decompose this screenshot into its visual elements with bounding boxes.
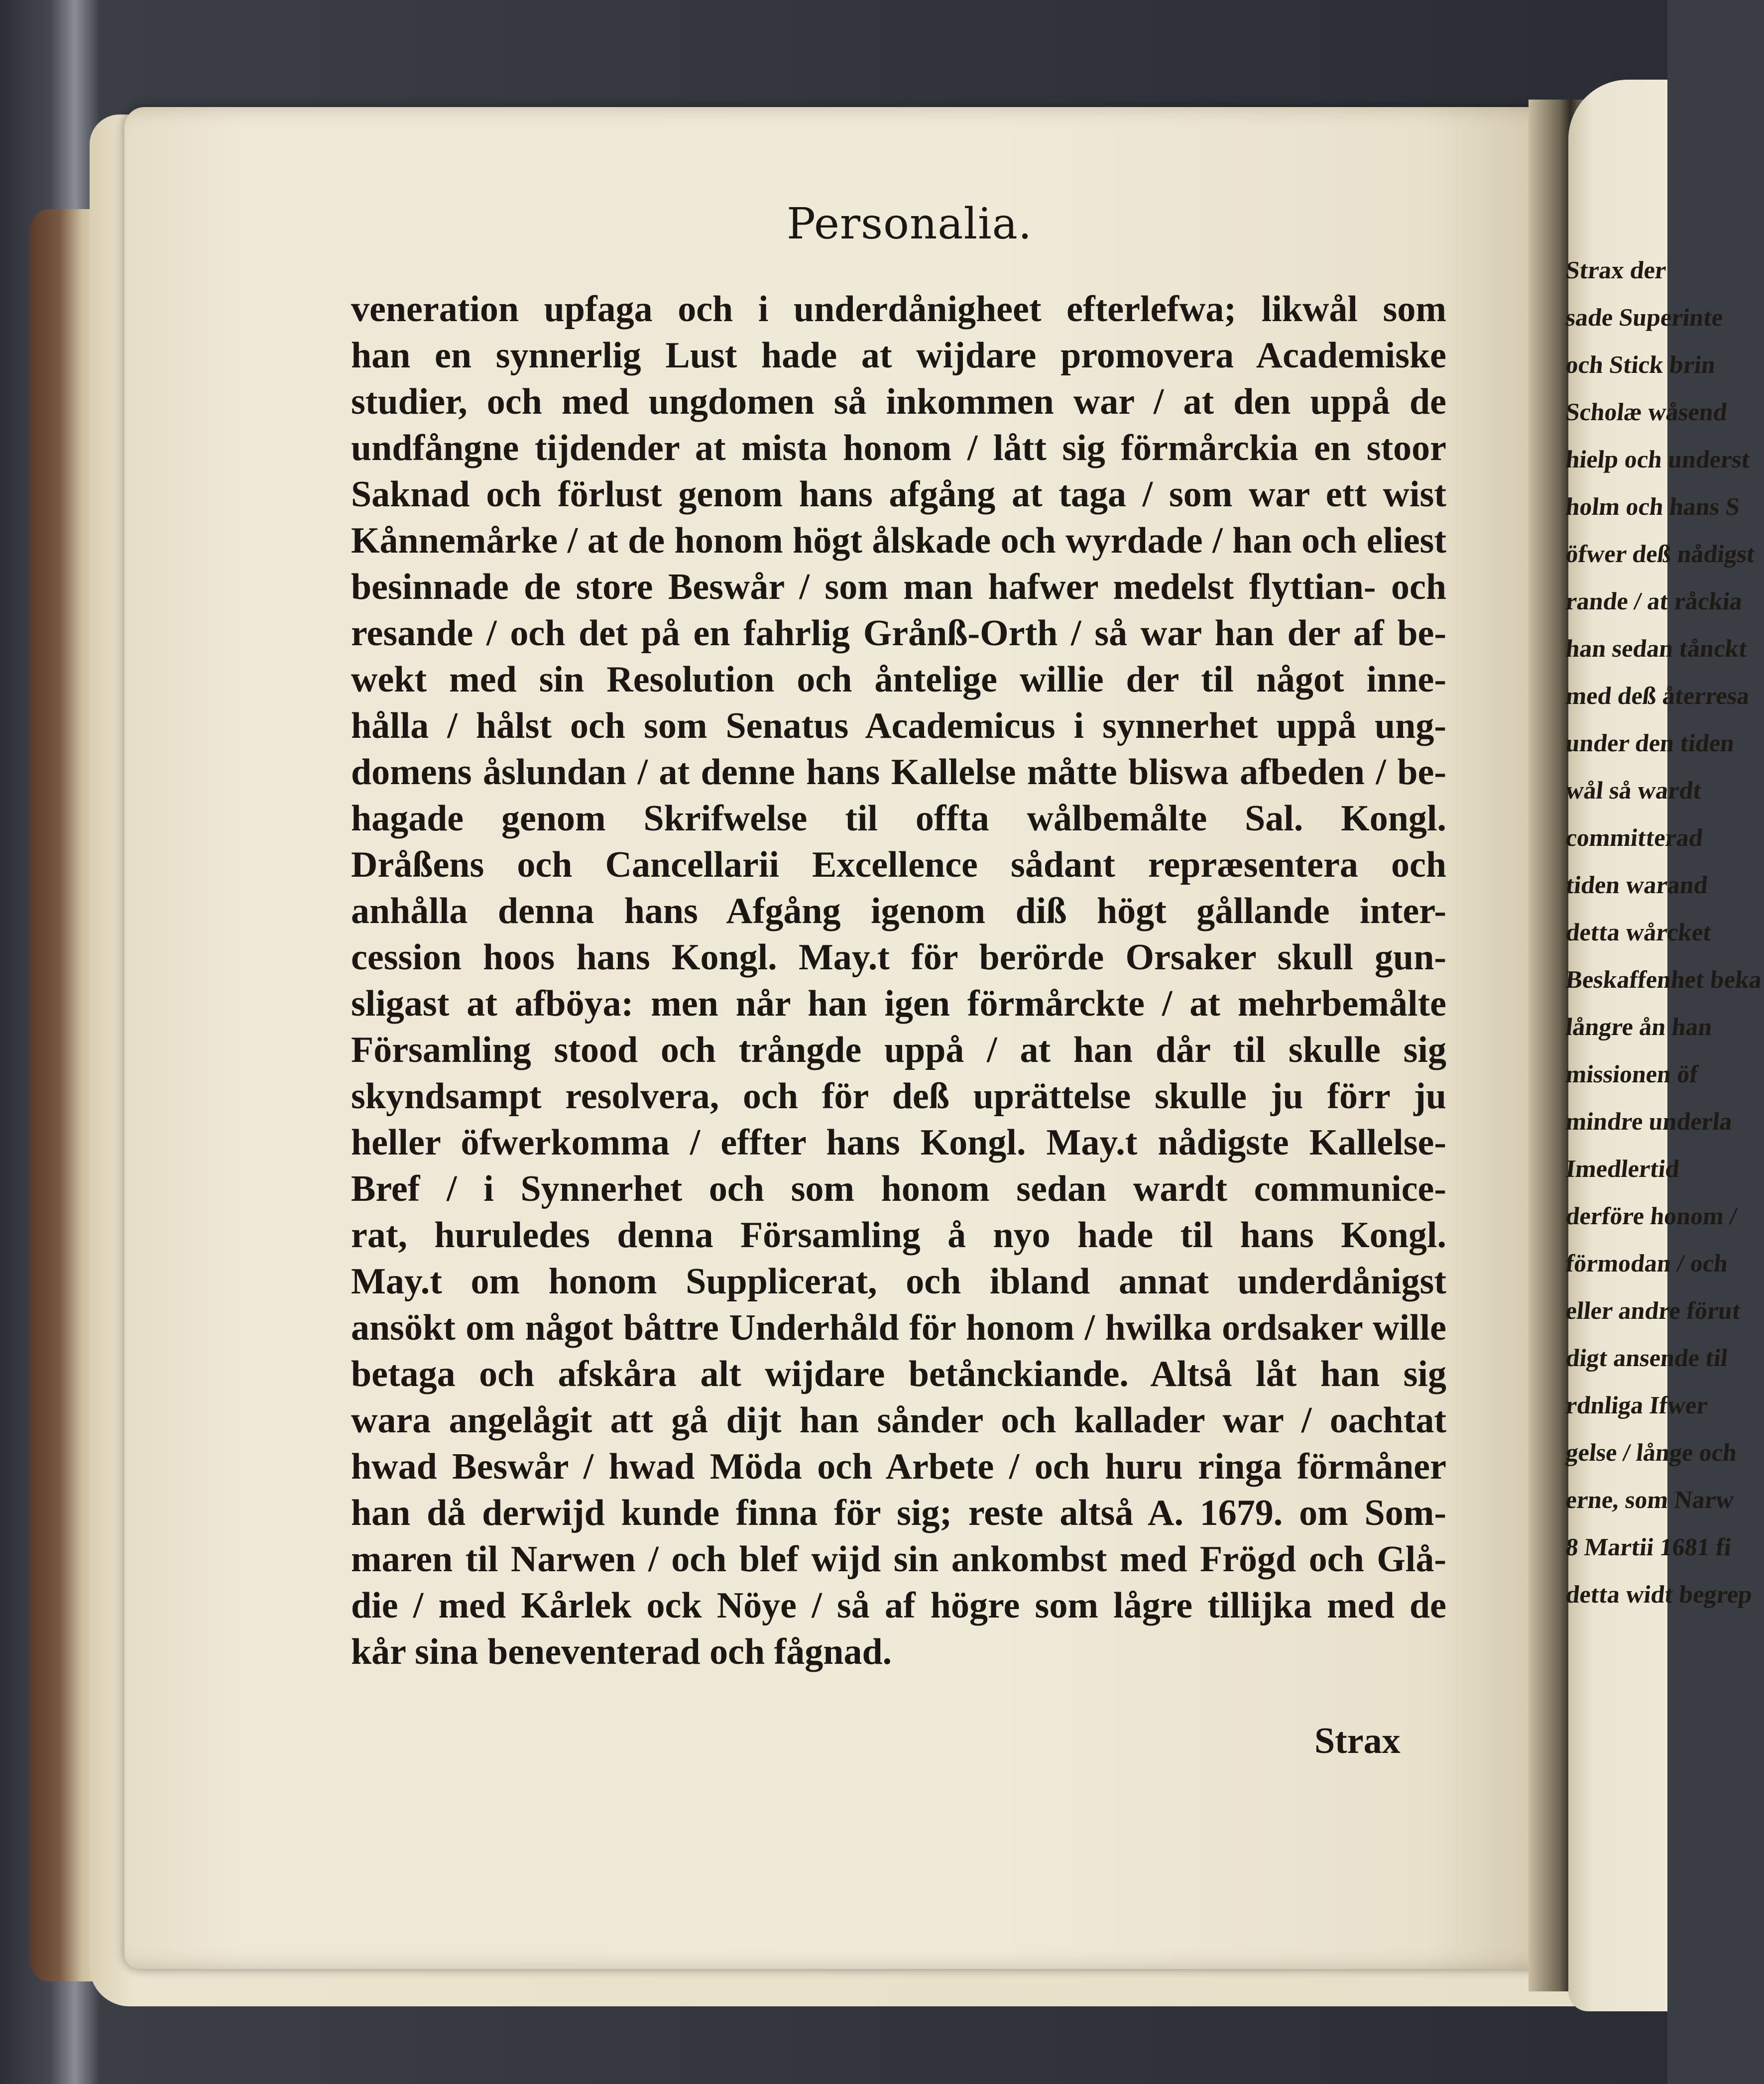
text-line: undfångne tijdender at mista honom / lått sig förmårckia en stoor: [351, 428, 1446, 468]
text-line: die / med Kårlek ock Nöye / så af högre som lågre tillijka med de: [351, 1585, 1446, 1626]
text-line: besinnade de store Beswår / som man hafwer medelst flyttian- och: [351, 567, 1446, 607]
facing-text-line: detta widt begrep: [1564, 1580, 1754, 1608]
text-line: betaga och afskåra alt wijdare betånckiande. Altså låt han sig: [351, 1354, 1446, 1394]
text-line: studier, och med ungdomen så inkommen war / at den uppå de: [351, 381, 1446, 422]
text-line: rat, huruledes denna Församling å nyo hade til hans Kongl.: [351, 1215, 1446, 1256]
text-line: sligast at afböya: men når han igen förmårckte / at mehrbemålte: [351, 983, 1446, 1024]
text-line: Dråßens och Cancellarii Excellence sådant repræsentera och: [351, 844, 1446, 885]
facing-text-line: förmodan / och: [1564, 1249, 1729, 1277]
text-line: hålla / hålst och som Senatus Academicus i synnerhet uppå ung-: [351, 705, 1446, 746]
facing-text-line: holm och hans S: [1564, 492, 1741, 520]
facing-page-text: [1564, 246, 1764, 1618]
facing-text-line: wål så wardt: [1564, 776, 1703, 804]
body-text: [351, 286, 1446, 1675]
facing-text-line: Scholæ wåsend: [1564, 398, 1729, 426]
text-line: May.t om honom Supplicerat, och ibland annat underdånigst: [351, 1261, 1446, 1302]
text-line: kår sina beneventerad och fågnad.: [351, 1631, 892, 1672]
text-line: skyndsampt resolvera, och för deß uprättelse skulle ju förr ju: [351, 1076, 1446, 1117]
facing-text-line: sade Superinte: [1564, 303, 1725, 331]
running-head: Personalia.: [787, 199, 1033, 249]
facing-text-line: rdnliga Ifwer: [1564, 1391, 1709, 1419]
facing-text-line: Beskaffenhet beka: [1564, 965, 1764, 993]
text-line: han då derwijd kunde finna för sig; reste altså A. 1679. om Som-: [351, 1493, 1446, 1533]
catchword: Strax: [1314, 1721, 1401, 1761]
facing-text-line: detta wårcket: [1564, 918, 1713, 946]
text-line: heller öfwerkomma / effter hans Kongl. May.t nådigste Kallelse-: [351, 1122, 1446, 1163]
facing-text-line: eller andre förut: [1564, 1296, 1742, 1324]
facing-text-line: Strax der: [1564, 256, 1668, 284]
facing-text-line: missionen öf: [1564, 1060, 1700, 1088]
text-line: cession hoos hans Kongl. May.t för berörde Orsaker skull gun-: [351, 937, 1446, 978]
text-line: hwad Beswår / hwad Möda och Arbete / och huru ringa förmåner: [351, 1446, 1446, 1487]
facing-text-line: committerad: [1564, 823, 1704, 851]
facing-text-line: med deß återresa: [1564, 682, 1751, 709]
facing-text-line: långre ån han: [1564, 1013, 1714, 1041]
text-line: han en synnerlig Lust hade at wijdare promovera Academiske: [351, 335, 1446, 376]
facing-text-line: rande / at råckia: [1564, 587, 1744, 615]
text-line: ansökt om något båttre Underhåld för honom / hwilka ordsaker wille: [351, 1307, 1446, 1348]
facing-text-line: han sedan tånckt: [1564, 634, 1749, 662]
facing-text-line: hielp och underst: [1564, 445, 1752, 473]
facing-text-line: digt ansende til: [1564, 1344, 1730, 1372]
text-line: resande / och det på en fahrlig Grånß-Orth / så war han der af be-: [351, 613, 1446, 654]
text-line: Bref / i Synnerhet och som honom sedan wardt communice-: [351, 1168, 1446, 1209]
facing-text-line: mindre underla: [1564, 1107, 1734, 1135]
text-line: Församling stood och trångde uppå / at han dår til skulle sig: [351, 1030, 1446, 1070]
text-line: wara angelågit att gå dijt han sånder och kallader war / oachtat: [351, 1400, 1446, 1441]
text-line: Saknad och förlust genom hans afgång at taga / som war ett wist: [351, 474, 1446, 515]
facing-text-line: öfwer deß nådigst: [1564, 540, 1757, 568]
facing-text-line: under den tiden: [1564, 729, 1736, 757]
text-line: veneration upfaga och i underdånigheet efterlefwa; likwål som: [351, 289, 1446, 330]
facing-text-line: Imedlertid: [1564, 1155, 1681, 1182]
text-line: maren til Narwen / och blef wijd sin ankombst med Frögd och Glå-: [351, 1539, 1446, 1580]
facing-text-line: 8 Martii 1681 fi: [1564, 1533, 1733, 1561]
facing-text-line: tiden warand: [1564, 871, 1709, 899]
facing-text-line: derföre honom /: [1564, 1202, 1739, 1230]
facing-text-line: erne, som Narw: [1564, 1486, 1736, 1513]
text-line: hagade genom Skrifwelse til offta wålbemålte Sal. Kongl.: [351, 798, 1446, 839]
text-line: domens åslundan / at denne hans Kallelse måtte bliswa afbeden / be-: [351, 752, 1446, 793]
facing-text-line: och Stick brin: [1564, 350, 1717, 378]
text-line: wekt med sin Resolution och åntelige willie der til något inne-: [351, 659, 1446, 700]
facing-text-line: gelse / långe och: [1564, 1438, 1739, 1466]
text-line: anhålla denna hans Afgång igenom diß högt gållande inter-: [351, 891, 1446, 931]
text-line: Kånnemårke / at de honom högt ålskade och wyrdade / han och eliest: [351, 520, 1446, 561]
